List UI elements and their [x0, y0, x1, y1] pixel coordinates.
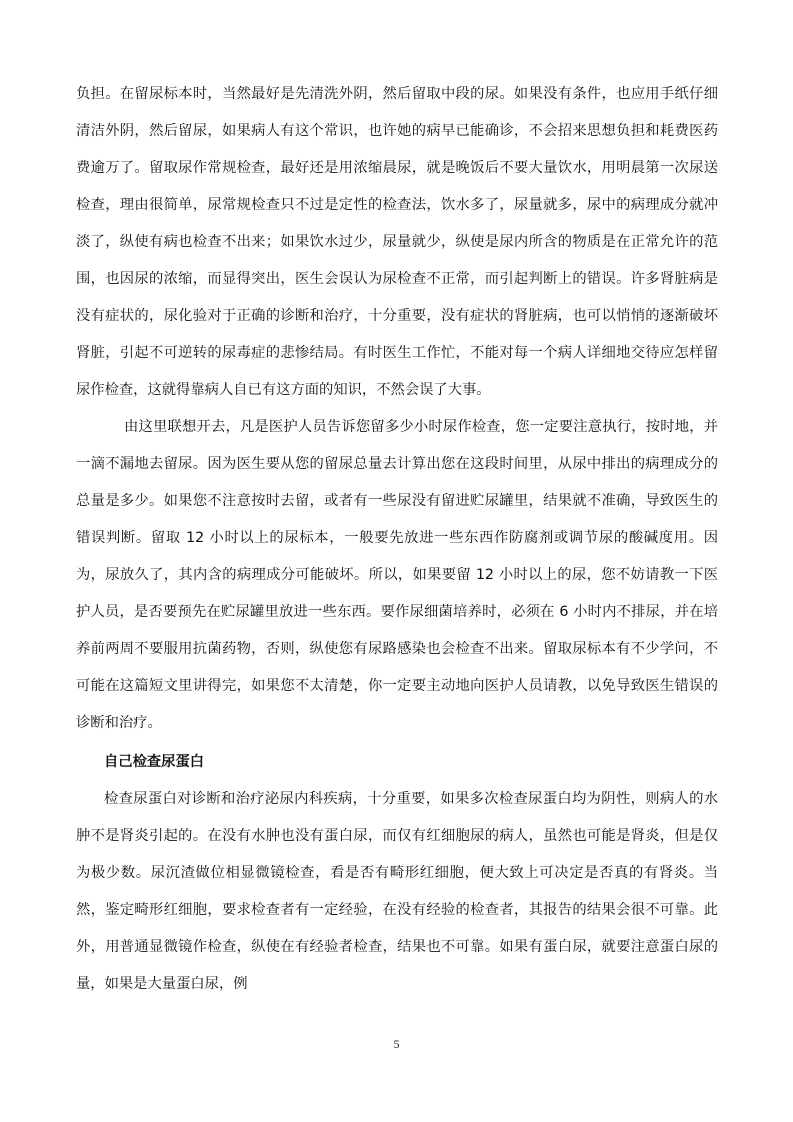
body-paragraph-1: 负担。在留尿标本时，当然最好是先清洗外阴，然后留取中段的尿。如果没有条件，也应用手纸仔细清洁外阴，然后留尿，如果病人有这个常识，也许她的病早已能确诊，不会招来思想负担和耗费医药费逾万了。留取尿作常规检查，最好还是用浓缩晨尿，就是晚饭后不要大量饮水，用明晨第一次尿送检查，理由很简单，尿常规检查只不过是定性的检查法，饮水多了，尿量就多，尿中的病理成分就冲淡了，纵使有病也检查不出来；如果饮水过少，尿量就少，纵使是尿内所含的物质是在正常允许的范围，也因尿的浓缩，而显得突出，医生会误认为尿检查不正常，而引起判断上的错误。许多肾脏病是没有症状的，尿化验对于正确的诊断和治疗，十分重要，没有症状的肾脏病，也可以悄悄的逐渐破坏肾脏，引起不可逆转的尿毒症的悲惨结局。有时医生工作忙，不能对每一个病人详细地交待应怎样留尿作检查，这就得靠病人自已有这方面的知识，不然会误了大事。 [76, 86, 718, 398]
document-page [76, 76, 718, 1003]
section-heading: 自己检查尿蛋白 [104, 754, 205, 770]
page-number: 5 [393, 1037, 400, 1051]
body-paragraph-2: 由这里联想开去，凡是医护人员告诉您留多少小时尿作检查，您一定要注意执行，按时地，并一滴不漏地去留尿。因为医生要从您的留尿总量去计算出您在这段时间里，从尿中排出的病理成分的总量是多少。如果您不注意按时去留，或者有一些尿没有留进贮尿罐里，结果就不准确，导致医生的错误判断。留取 12 小时以上的尿标本，一般要先放进一些东西作防腐剂或调节尿的酸碱度用。因为，尿放久了，其内含的病理成分可能破坏。所以，如果要留 12 小时以上的尿，您不妨请教一下医护人员，是否要预先在贮尿罐里放进一些东西。要作尿细菌培养时，必须在 6 小时内不排尿，并在培养前两周不要服用抗菌药物，否则，纵使您有尿路感染也会检查不出来。留取尿标本有不少学问，不可能在这篇短文里讲得完，如果您不太清楚，你一定要主动地向医护人员请教，以免导致医生错误的诊断和治疗。 [76, 419, 718, 731]
section-paragraph: 检查尿蛋白对诊断和治疗泌尿内科疾病，十分重要，如果多次检查尿蛋白均为阴性，则病人的水肿不是肾炎引起的。在没有水肿也没有蛋白尿，而仅有红细胞尿的病人，虽然也可能是肾炎，但是仅为极少数。尿沉渣做位相显微镜检查，看是否有畸形红细胞，便大致上可决定是否真的有肾炎。当然，鉴定畸形红细胞，要求检查者有一定经验，在没有经验的检查者，其报告的结果会很不可靠。此外，用普通显微镜作检查，纵使在有经验者检查，结果也不可靠。如果有蛋白尿，就要注意蛋白尿的量，如果是大量蛋白尿，例 [76, 791, 718, 992]
